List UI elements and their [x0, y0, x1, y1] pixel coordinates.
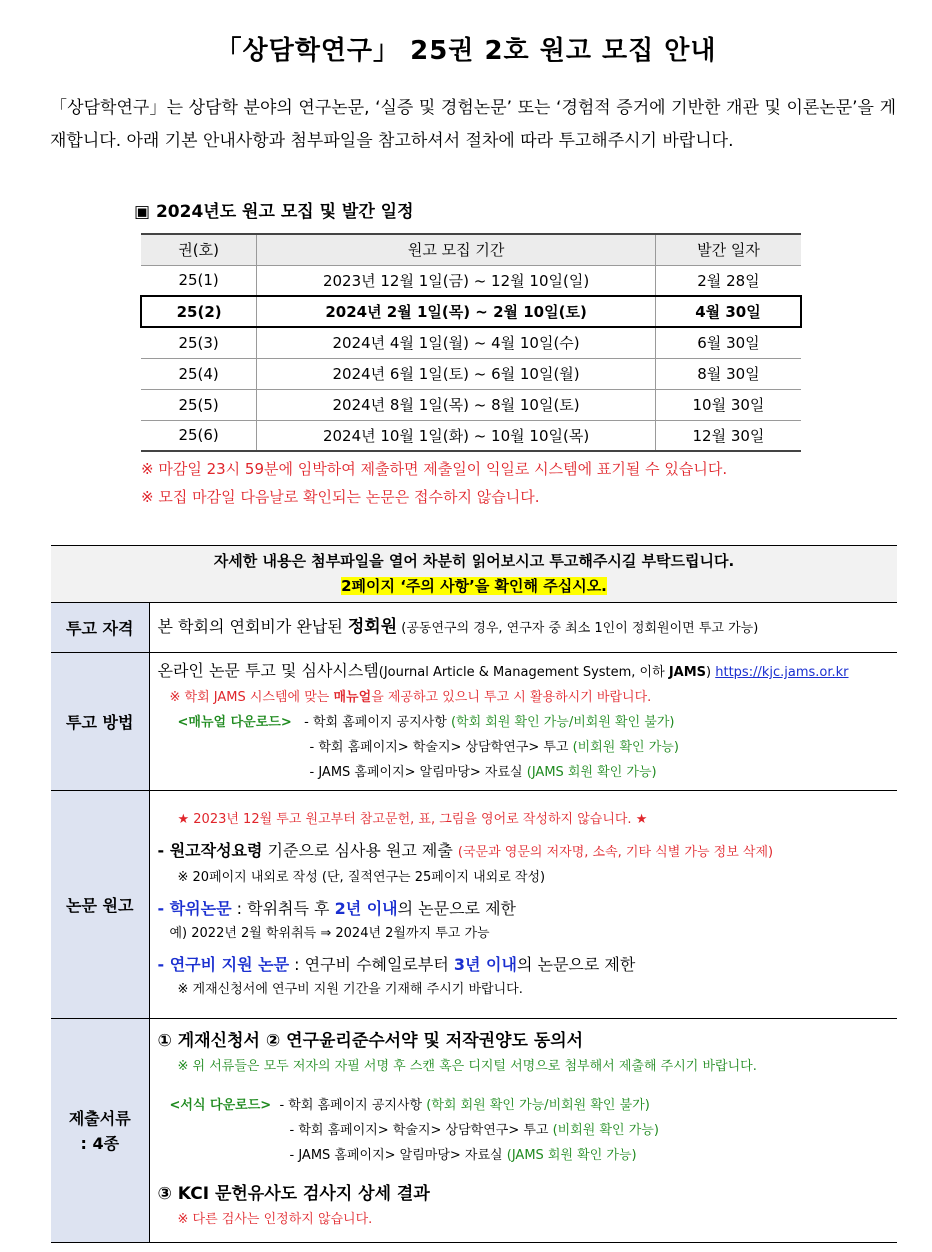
intro-paragraph: 「상담학연구」는 상담학 분야의 연구논문, ‘실증 및 경험논문’ 또는 ‘경험적 증거에 기반한 개관 및 이론논문’을 게재합니다. 아래 기본 안내사항과 첨부파일을 참고하셔서 절차에 따라 투고해주시기 바랍니다. — [50, 98, 896, 151]
method-header: 투고 방법 — [51, 653, 149, 791]
manual-note: ※ 학회 JAMS 시스템에 맞는 — [169, 690, 334, 705]
cell-period: 2024년 4월 1일(월) ~ 4월 10일(수) — [257, 327, 656, 358]
cell-publication: 2월 28일 — [655, 265, 801, 296]
cell-volume: 25(3) — [141, 327, 257, 358]
guideline-red-note: (국문과 영문의 저자명, 소속, 기타 식별 가능 정보 삭제) — [457, 845, 774, 860]
manuscript-row — [51, 791, 897, 1019]
guideline-bold: - 원고작성요령 — [157, 841, 263, 860]
method-jams: JAMS — [668, 665, 707, 680]
form-link-3-note: (JAMS 회원 확인 가능) — [506, 1148, 637, 1163]
table-row — [141, 358, 801, 389]
table-row — [141, 420, 801, 451]
thesis-example: 예) 2022년 2월 학위취득 ⇒ 2024년 2월까지 투고 가능 — [169, 926, 490, 941]
header-period: 원고 모집 기간 — [257, 234, 656, 265]
funded-text-2: 의 논문으로 제한 — [516, 955, 636, 974]
table-row — [141, 389, 801, 420]
manual-bold: 매뉴얼 — [333, 690, 372, 705]
thesis-label: - 학위논문 — [157, 899, 232, 918]
manual-note-end: 을 제공하고 있으니 투고 시 활용하시기 바랍니다. — [371, 690, 652, 705]
cell-volume: 25(1) — [141, 265, 257, 296]
method-row — [51, 653, 897, 791]
documents-header — [51, 1019, 149, 1243]
form-link-3[interactable]: - JAMS 홈페이지> 알림마당> 자료실 — [289, 1148, 507, 1163]
thesis-text-1: : 학위취득 후 — [231, 899, 335, 918]
documents-header-line-1: 제출서류 — [68, 1108, 131, 1128]
qualification-header: 투고 자격 — [51, 603, 149, 653]
cell-period: 2024년 6월 1일(토) ~ 6월 10일(월) — [257, 358, 656, 389]
other-check-note: ※ 다른 검사는 인정하지 않습니다. — [177, 1212, 373, 1227]
kci-similarity-report: ③ KCI 문헌유사도 검사지 상세 결과 — [157, 1184, 430, 1204]
form-link-2-note: (비회원 확인 가능) — [552, 1123, 659, 1138]
cell-volume: 25(5) — [141, 389, 257, 420]
manual-link-3-note: (JAMS 회원 확인 가능) — [526, 765, 657, 780]
documents-forms: ① 게재신청서 ② 연구윤리준수서약 및 저작권양도 동의서 — [157, 1031, 584, 1051]
manual-link-2-note: (비회원 확인 가능) — [572, 740, 679, 755]
method-system-note: (Journal Article & Management System, 이하 — [378, 665, 669, 680]
cell-publication: 4월 30일 — [655, 296, 801, 327]
cell-publication: 6월 30일 — [655, 327, 801, 358]
form-download-label: <서식 다운로드> — [169, 1098, 272, 1113]
header-volume: 권(호) — [141, 234, 257, 265]
funded-label: - 연구비 지원 논문 — [157, 955, 290, 974]
documents-header-line-2: : 4종 — [80, 1133, 120, 1153]
cell-publication: 10월 30일 — [655, 389, 801, 420]
method-close-paren: ) — [706, 665, 716, 680]
documents-row — [51, 1019, 897, 1243]
thesis-text-2: 의 논문으로 제한 — [397, 899, 517, 918]
funded-text-1: : 연구비 수혜일로부터 — [289, 955, 454, 974]
manual-link-1[interactable]: - 학회 홈페이지 공지사항 — [304, 715, 451, 730]
cell-publication: 12월 30일 — [655, 420, 801, 451]
manual-link-1-note: (학회 회원 확인 가능/비회원 확인 불가) — [450, 715, 675, 730]
signature-note: ※ 위 서류들은 모두 저자의 자필 서명 후 스캔 혹은 디지털 서명으로 첨부해서 제출해 주시기 바랍니다. — [177, 1059, 757, 1074]
deadline-note: ※ 마감일 23시 59분에 임박하여 제출하면 제출일이 익일로 시스템에 표기될 수 있습니다. — [141, 460, 728, 478]
manual-link-2[interactable]: - 학회 홈페이지> 학술지> 상담학연구> 투고 — [309, 740, 573, 755]
cell-volume: 25(4) — [141, 358, 257, 389]
table-row — [141, 327, 801, 358]
form-link-2[interactable]: - 학회 홈페이지> 학술지> 상담학연구> 투고 — [289, 1123, 553, 1138]
cell-period: 2023년 12월 1일(금) ~ 12월 10일(일) — [257, 265, 656, 296]
schedule-title: ▣ 2024년도 원고 모집 및 발간 일정 — [134, 202, 414, 222]
cell-period: 2024년 8월 1일(목) ~ 8월 10일(토) — [257, 389, 656, 420]
schedule-header-row — [141, 234, 801, 265]
form-link-1-note: (학회 회원 확인 가능/비회원 확인 불가) — [426, 1098, 650, 1113]
form-link-1[interactable]: - 학회 홈페이지 공지사항 — [279, 1098, 427, 1113]
table-row — [141, 265, 801, 296]
thesis-limit: 2년 이내 — [334, 899, 398, 918]
cell-period: 2024년 2월 1일(목) ~ 2월 10일(토) — [257, 296, 656, 327]
manual-link-3[interactable]: - JAMS 홈페이지> 알림마당> 자료실 — [309, 765, 527, 780]
qualification-text: 본 학회의 연회비가 완납된 — [157, 617, 348, 636]
table-row-highlighted — [141, 296, 801, 327]
qualification-regular-member: 정회원 — [347, 617, 398, 637]
page-limit-note: ※ 20페이지 내외로 작성 (단, 질적연구는 25페이지 내외로 작성) — [177, 870, 546, 885]
qualification-note: (공동연구의 경우, 연구자 중 최소 1인이 정회원이면 투고 가능) — [397, 621, 759, 636]
cell-volume: 25(6) — [141, 420, 257, 451]
cell-publication: 8월 30일 — [655, 358, 801, 389]
manual-download-label: <매뉴얼 다운로드> — [177, 715, 292, 730]
funded-limit: 3년 이내 — [453, 955, 517, 974]
late-submission-note: ※ 모집 마감일 다음날로 확인되는 논문은 접수하지 않습니다. — [141, 488, 540, 506]
banner-line-1: 자세한 내용은 첨부파일을 열어 차분히 읽어보시고 투고해주시길 부탁드립니다. — [213, 552, 735, 570]
funded-note: ※ 게재신청서에 연구비 지원 기간을 기재해 주시기 바랍니다. — [177, 982, 523, 997]
guideline-text: 기준으로 심사용 원고 제출 — [262, 841, 458, 860]
jams-link[interactable]: https://kjc.jams.or.kr — [715, 665, 849, 680]
method-system-text: 온라인 논문 투고 및 심사시스템 — [157, 661, 379, 680]
qualification-row — [51, 603, 897, 653]
english-notice: ★ 2023년 12월 투고 원고부터 참고문헌, 표, 그림을 영어로 작성하지 않습니다. ★ — [177, 812, 648, 827]
guide-table — [51, 545, 897, 1243]
cell-volume: 25(2) — [141, 296, 257, 327]
banner-line-2: 2페이지 ‘주의 사항’을 확인해 주십시오. — [341, 577, 607, 595]
manuscript-header: 논문 원고 — [51, 791, 149, 1019]
page-title: 「상담학연구」 25권 2호 원고 모집 안내 — [215, 36, 717, 66]
schedule-table — [140, 233, 802, 452]
header-publication: 발간 일자 — [655, 234, 801, 265]
banner-row — [51, 546, 897, 603]
cell-period: 2024년 10월 1일(화) ~ 10월 10일(목) — [257, 420, 656, 451]
